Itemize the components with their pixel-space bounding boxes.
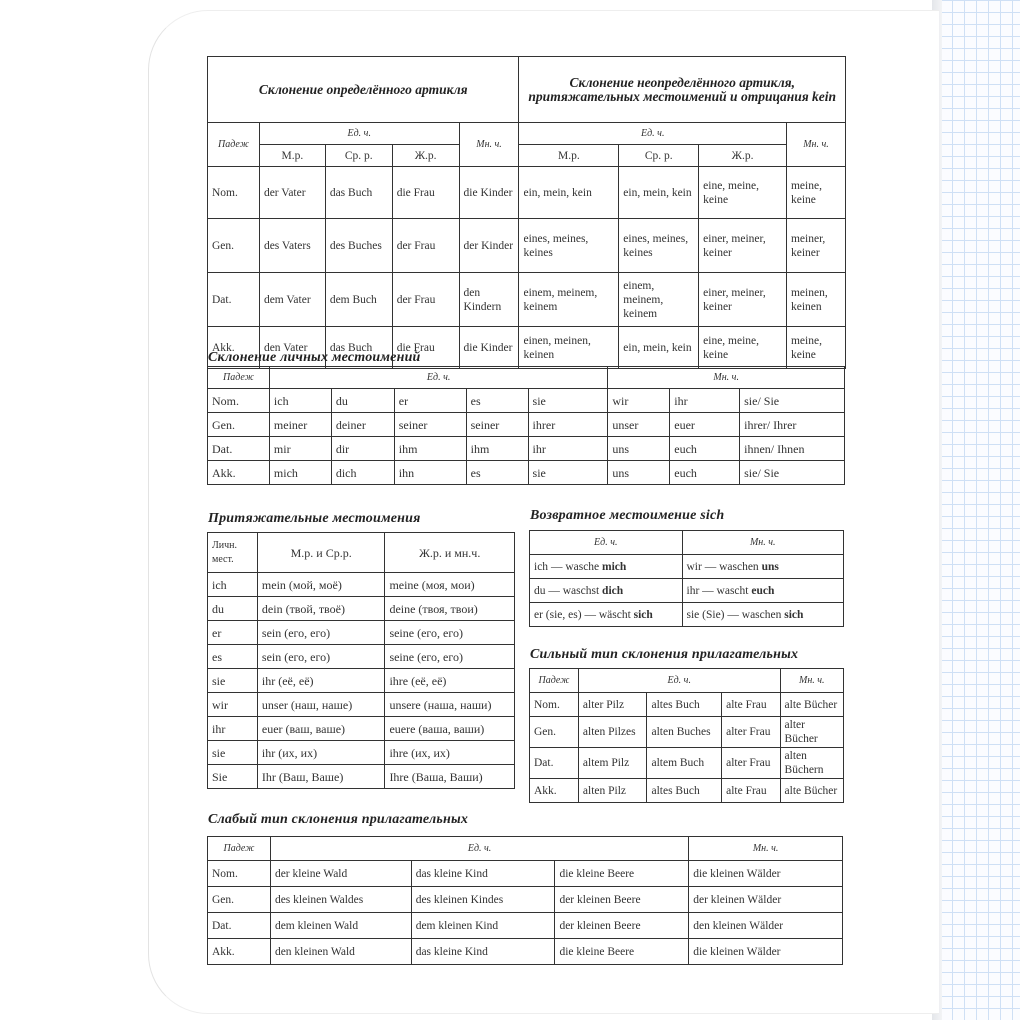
- reflexive-form: sich: [633, 608, 653, 621]
- cell: unsere (наша, наши): [385, 693, 515, 717]
- case-header: Падеж: [208, 367, 270, 389]
- strong-adjective-title: Сильный тип склонения прилагательных: [530, 647, 799, 662]
- cell: uns: [608, 461, 670, 485]
- table-row: [530, 603, 844, 627]
- table-row: [208, 939, 843, 965]
- cell: der Vater: [259, 167, 325, 219]
- cell: ihr: [528, 437, 608, 461]
- cell: meine (моя, мои): [385, 573, 515, 597]
- cell: sie: [208, 741, 258, 765]
- cell: Ihre (Ваша, Ваши): [385, 765, 515, 789]
- table-row: [208, 437, 845, 461]
- table-row: [208, 861, 843, 887]
- cell: seine (его, его): [385, 621, 515, 645]
- cell: einem, meinem, keinem: [619, 273, 699, 327]
- pronoun: ihr: [686, 584, 700, 597]
- table-row: [208, 717, 515, 741]
- cell: unser (наш, наше): [257, 693, 385, 717]
- weak-adjective-table: [207, 836, 843, 965]
- cell: die Frau: [392, 167, 459, 219]
- pronoun: wir: [686, 560, 702, 573]
- cell: ihrer/ Ihrer: [740, 413, 845, 437]
- cell: alter Frau: [722, 717, 780, 748]
- cell: ihre (их, их): [385, 741, 515, 765]
- case-header: Падеж: [208, 837, 271, 861]
- cell: ihnen/ Ihnen: [740, 437, 845, 461]
- cell: dich: [331, 461, 394, 485]
- singular-cell: [530, 555, 683, 579]
- table-row: [530, 555, 844, 579]
- cell: ein, mein, kein: [519, 167, 619, 219]
- cell: wir: [208, 693, 258, 717]
- cell: des kleinen Waldes: [270, 887, 411, 913]
- cell: eines, meines, keines: [519, 219, 619, 273]
- cell: euer (ваш, ваше): [257, 717, 385, 741]
- cell: ich: [269, 389, 331, 413]
- indefinite-article-title: Склонение неопределённого артикля, притяжательных местоимений и отрицания kein: [519, 57, 846, 123]
- case-cell: Akk.: [208, 327, 260, 369]
- table-row: [530, 717, 844, 748]
- cell: ihm: [394, 437, 466, 461]
- case-header: Падеж: [530, 669, 579, 693]
- gender-neut: Ср. р.: [325, 145, 392, 167]
- cell: einen, meinen, keinen: [519, 327, 619, 369]
- reflexive-form: mich: [602, 560, 627, 573]
- cell: seiner: [466, 413, 528, 437]
- cell: dem kleinen Kind: [411, 913, 555, 939]
- case-cell: Nom.: [208, 167, 260, 219]
- verb: — waschen: [727, 608, 782, 621]
- cell: altes Buch: [647, 693, 722, 717]
- cell: das kleine Kind: [411, 861, 555, 887]
- personal-pronouns-table: [207, 366, 845, 485]
- table-row: [530, 748, 844, 779]
- cell: einer, meiner, keiner: [699, 273, 787, 327]
- table-row: [208, 669, 515, 693]
- definite-plural-header: Мн. ч.: [459, 123, 519, 167]
- cell: des Vaters: [259, 219, 325, 273]
- cell: einer, meiner, keiner: [699, 219, 787, 273]
- cell: des kleinen Kindes: [411, 887, 555, 913]
- cell: ihr: [208, 717, 258, 741]
- reflexive-form: euch: [751, 584, 775, 597]
- cell: das kleine Kind: [411, 939, 555, 965]
- cell: altem Pilz: [578, 748, 647, 779]
- table-row: [208, 621, 515, 645]
- cell: alter Pilz: [578, 693, 647, 717]
- case-cell: Gen.: [530, 717, 579, 748]
- cell: euer: [670, 413, 740, 437]
- cell: meiner: [269, 413, 331, 437]
- verb: — wascht: [702, 584, 749, 597]
- cell: dem Buch: [325, 273, 392, 327]
- cell: der kleine Wald: [270, 861, 411, 887]
- reflexive-pronoun-title: Возвратное местоимение sich: [530, 508, 725, 523]
- masc-neut-column-header: М.р. и Ср.р.: [257, 533, 385, 573]
- possessive-pronouns-title: Притяжательные местоимения: [208, 511, 421, 526]
- cell: sein (его, его): [257, 645, 385, 669]
- cell: der Frau: [392, 273, 459, 327]
- grid-paper-edge: [940, 0, 1020, 1020]
- cell: unser: [608, 413, 670, 437]
- table-row: [530, 779, 844, 803]
- cell: das Buch: [325, 327, 392, 369]
- cell: deiner: [331, 413, 394, 437]
- plural-cell: [682, 603, 844, 627]
- fem-plural-column-header: Ж.р. и мн.ч.: [385, 533, 515, 573]
- cell: dem kleinen Wald: [270, 913, 411, 939]
- cell: alte Bücher: [780, 693, 843, 717]
- cell: die Kinder: [459, 327, 519, 369]
- cell: du: [331, 389, 394, 413]
- cell: ihre (её, её): [385, 669, 515, 693]
- cell: sie/ Sie: [740, 461, 845, 485]
- reflexive-form: dich: [602, 584, 624, 597]
- singular-header: Ед. ч.: [269, 367, 607, 389]
- cell: mein (мой, моё): [257, 573, 385, 597]
- gender-masc: М.р.: [259, 145, 325, 167]
- cell: altem Buch: [647, 748, 722, 779]
- pronoun: sie (Sie): [686, 608, 725, 621]
- cell: eines, meines, keines: [619, 219, 699, 273]
- cell: ihrer: [528, 413, 608, 437]
- cell: mich: [269, 461, 331, 485]
- cell: wir: [608, 389, 670, 413]
- case-cell: Gen.: [208, 413, 270, 437]
- cell: altes Buch: [647, 779, 722, 803]
- pronoun: du: [534, 584, 546, 597]
- cell: es: [208, 645, 258, 669]
- possessive-pronouns-table: [207, 532, 515, 789]
- table-row: [208, 741, 515, 765]
- verb: — waschen: [704, 560, 759, 573]
- reflexive-pronoun-table: [529, 530, 844, 627]
- cell: alten Buches: [647, 717, 722, 748]
- cell: sie: [528, 461, 608, 485]
- plural-header: Мн. ч.: [608, 367, 845, 389]
- verb: — waschst: [548, 584, 600, 597]
- strong-adjective-table: [529, 668, 844, 803]
- cell: der Frau: [392, 219, 459, 273]
- case-cell: Nom.: [530, 693, 579, 717]
- cell: alter Frau: [722, 748, 780, 779]
- cell: seiner: [394, 413, 466, 437]
- cell: es: [466, 389, 528, 413]
- verb: — wäscht: [584, 608, 631, 621]
- cell: alte Bücher: [780, 779, 843, 803]
- table-row: [208, 913, 843, 939]
- cell: er: [208, 621, 258, 645]
- cell: ihn: [394, 461, 466, 485]
- cell: die Frau: [392, 327, 459, 369]
- table-row: [208, 413, 845, 437]
- cell: der kleinen Wälder: [689, 887, 843, 913]
- cell: die Kinder: [459, 167, 519, 219]
- case-cell: Gen.: [208, 887, 271, 913]
- cell: ihr (их, их): [257, 741, 385, 765]
- case-cell: Akk.: [530, 779, 579, 803]
- case-cell: Gen.: [208, 219, 260, 273]
- table-row: [208, 645, 515, 669]
- indefinite-singular-header: Ед. ч.: [519, 123, 786, 145]
- plural-header: Мн. ч.: [689, 837, 843, 861]
- case-cell: Dat.: [208, 913, 271, 939]
- cell: ein, mein, kein: [619, 167, 699, 219]
- cell: ich: [208, 573, 258, 597]
- cell: den kleinen Wald: [270, 939, 411, 965]
- cell: meine, keine: [786, 167, 845, 219]
- cell: alten Büchern: [780, 748, 843, 779]
- singular-cell: [530, 603, 683, 627]
- cell: euch: [670, 461, 740, 485]
- cell: den Kindern: [459, 273, 519, 327]
- table-row: [208, 597, 515, 621]
- cell: dem Vater: [259, 273, 325, 327]
- definite-singular-header: Ед. ч.: [259, 123, 459, 145]
- definite-article-title: Склонение определённого артикля: [208, 57, 519, 123]
- plural-cell: [682, 579, 844, 603]
- singular-header: Ед. ч.: [578, 669, 780, 693]
- cell: er: [394, 389, 466, 413]
- pronoun-column-header: Личн. мест.: [208, 533, 258, 573]
- singular-cell: [530, 579, 683, 603]
- cell: alten Pilzes: [578, 717, 647, 748]
- cell: einem, meinem, keinem: [519, 273, 619, 327]
- indefinite-plural-header: Мн. ч.: [786, 123, 845, 167]
- cell: die kleine Beere: [555, 939, 689, 965]
- cell: ein, mein, kein: [619, 327, 699, 369]
- cell: meinen, keinen: [786, 273, 845, 327]
- cell: die kleine Beere: [555, 861, 689, 887]
- cell: seine (его, его): [385, 645, 515, 669]
- table-row: [208, 461, 845, 485]
- case-cell: Akk.: [208, 461, 270, 485]
- cell: sie: [208, 669, 258, 693]
- table-row: [208, 167, 846, 219]
- case-header: Падеж: [208, 123, 260, 167]
- cell: euere (ваша, ваши): [385, 717, 515, 741]
- cell: euch: [670, 437, 740, 461]
- case-cell: Akk.: [208, 939, 271, 965]
- table-row: [208, 273, 846, 327]
- table-row: [530, 579, 844, 603]
- cell: ihm: [466, 437, 528, 461]
- cell: deine (твоя, твои): [385, 597, 515, 621]
- cell: des Buches: [325, 219, 392, 273]
- table-row: [530, 693, 844, 717]
- singular-header: Ед. ч.: [530, 531, 683, 555]
- cell: die kleinen Wälder: [689, 939, 843, 965]
- verb: — wasche: [550, 560, 600, 573]
- table-row: [208, 693, 515, 717]
- cell: den kleinen Wälder: [689, 913, 843, 939]
- cell: sie/ Sie: [740, 389, 845, 413]
- cell: der Kinder: [459, 219, 519, 273]
- cell: alten Pilz: [578, 779, 647, 803]
- cell: alte Frau: [722, 779, 780, 803]
- weak-adjective-title: Слабый тип склонения прилагательных: [208, 812, 469, 827]
- cell: alte Frau: [722, 693, 780, 717]
- cell: mir: [269, 437, 331, 461]
- cell: alter Bücher: [780, 717, 843, 748]
- plural-cell: [682, 555, 844, 579]
- cell: das Buch: [325, 167, 392, 219]
- articles-table: [207, 56, 846, 369]
- case-cell: Dat.: [208, 273, 260, 327]
- gender-fem: Ж.р.: [392, 145, 459, 167]
- cell: eine, meine, keine: [699, 327, 787, 369]
- case-cell: Dat.: [530, 748, 579, 779]
- cell: es: [466, 461, 528, 485]
- cell: Sie: [208, 765, 258, 789]
- pronoun: ich: [534, 560, 549, 573]
- cell: uns: [608, 437, 670, 461]
- table-row: [208, 389, 845, 413]
- plural-header: Мн. ч.: [780, 669, 843, 693]
- cell: dein (твой, твоё): [257, 597, 385, 621]
- plural-header: Мн. ч.: [682, 531, 844, 555]
- case-cell: Dat.: [208, 437, 270, 461]
- table-row: [208, 887, 843, 913]
- reflexive-form: sich: [784, 608, 804, 621]
- gender-fem: Ж.р.: [699, 145, 787, 167]
- cell: meiner, keiner: [786, 219, 845, 273]
- cell: meine, keine: [786, 327, 845, 369]
- table-row: [208, 219, 846, 273]
- cell: dir: [331, 437, 394, 461]
- reflexive-form: uns: [761, 560, 779, 573]
- table-row: [208, 765, 515, 789]
- gender-masc: М.р.: [519, 145, 619, 167]
- personal-pronouns-title: Склонение личных местоимений: [208, 350, 421, 365]
- gender-neut: Ср. р.: [619, 145, 699, 167]
- cell: den Vater: [259, 327, 325, 369]
- cell: der kleinen Beere: [555, 913, 689, 939]
- cell: ihr (её, её): [257, 669, 385, 693]
- singular-header: Ед. ч.: [270, 837, 688, 861]
- pronoun: er (sie, es): [534, 608, 582, 621]
- cell: du: [208, 597, 258, 621]
- cell: sie: [528, 389, 608, 413]
- case-cell: Nom.: [208, 389, 270, 413]
- cell: sein (его, его): [257, 621, 385, 645]
- case-cell: Nom.: [208, 861, 271, 887]
- cell: ihr: [670, 389, 740, 413]
- cell: eine, meine, keine: [699, 167, 787, 219]
- cell: die kleinen Wälder: [689, 861, 843, 887]
- cell: Ihr (Ваш, Ваше): [257, 765, 385, 789]
- cell: der kleinen Beere: [555, 887, 689, 913]
- table-row: [208, 573, 515, 597]
